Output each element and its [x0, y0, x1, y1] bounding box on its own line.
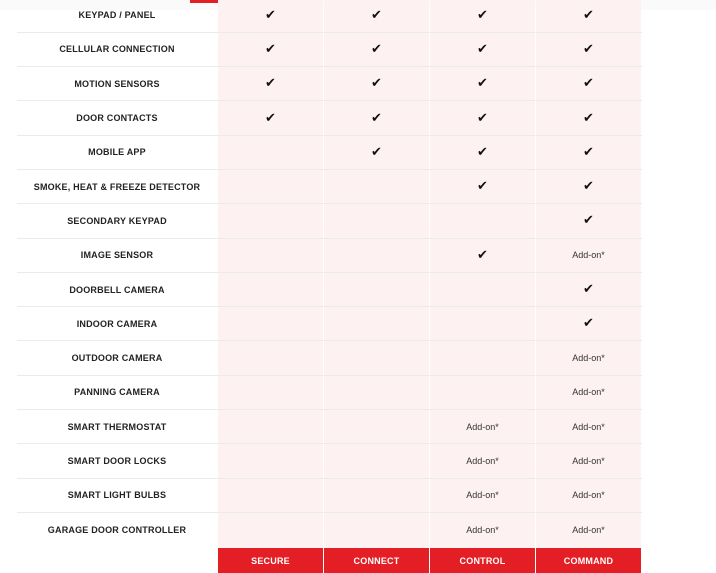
feature-label: SMART LIGHT BULBS — [67, 490, 167, 501]
checkmark-icon: ✔ — [583, 316, 594, 332]
plan-cell-control — [430, 273, 535, 306]
plan-cell-control — [430, 479, 535, 512]
checkmark-icon: ✔ — [583, 213, 594, 229]
table-row — [17, 170, 642, 204]
table-row — [17, 444, 642, 478]
feature-label: INDOOR CAMERA — [76, 318, 158, 329]
checkmark-icon: ✔ — [265, 110, 276, 126]
plan-cell-command — [536, 273, 641, 306]
table-row — [17, 513, 642, 547]
addon-label: Add-on* — [466, 490, 499, 501]
table-row — [17, 307, 642, 341]
feature-label: IMAGE SENSOR — [80, 250, 154, 261]
plan-header-command[interactable]: COMMAND — [536, 548, 641, 573]
plan-cell-connect — [324, 410, 429, 443]
plan-cell-secure — [218, 307, 323, 340]
plan-cell-command — [536, 513, 641, 547]
feature-label: DOOR CONTACTS — [76, 113, 158, 124]
addon-label: Add-on* — [572, 421, 605, 432]
checkmark-icon: ✔ — [265, 41, 276, 57]
plan-cell-command — [536, 307, 641, 340]
plan-cell-control — [430, 170, 535, 203]
checkmark-icon: ✔ — [477, 110, 488, 126]
plan-cell-control — [430, 67, 535, 100]
plan-cell-connect — [324, 204, 429, 237]
plan-comparison-table — [17, 0, 642, 573]
plan-cell-command — [536, 342, 641, 375]
checkmark-icon: ✔ — [371, 76, 382, 92]
plan-cell-connect — [324, 101, 429, 134]
plan-cell-secure — [218, 410, 323, 443]
checkmark-icon: ✔ — [371, 110, 382, 126]
plan-cell-control — [430, 513, 535, 547]
plan-cell-secure — [218, 444, 323, 477]
plan-cell-secure — [218, 239, 323, 272]
plan-cell-command — [536, 479, 641, 512]
addon-label: Add-on* — [572, 490, 605, 501]
table-row — [17, 67, 642, 101]
feature-label: SECONDARY KEYPAD — [67, 215, 167, 226]
addon-label: Add-on* — [572, 387, 605, 398]
plan-cell-command — [536, 33, 641, 66]
plan-cell-connect — [324, 273, 429, 306]
plan-cell-control — [430, 204, 535, 237]
plan-cell-control — [430, 444, 535, 477]
checkmark-icon: ✔ — [583, 110, 594, 126]
plan-cell-connect — [324, 33, 429, 66]
checkmark-icon: ✔ — [583, 144, 594, 160]
plan-cell-secure — [218, 0, 323, 32]
plan-cell-secure — [218, 342, 323, 375]
plan-cell-control — [430, 136, 535, 169]
addon-label: Add-on* — [572, 456, 605, 467]
table-row — [17, 204, 642, 238]
table-row — [17, 479, 642, 513]
table-row — [17, 410, 642, 444]
addon-label: Add-on* — [466, 456, 499, 467]
plan-cell-connect — [324, 239, 429, 272]
feature-label: SMART THERMOSTAT — [67, 421, 167, 432]
plan-cell-command — [536, 239, 641, 272]
plan-cell-command — [536, 444, 641, 477]
feature-label: KEYPAD / PANEL — [78, 10, 156, 21]
addon-label: Add-on* — [572, 353, 605, 364]
checkmark-icon: ✔ — [265, 76, 276, 92]
feature-label: OUTDOOR CAMERA — [71, 353, 163, 364]
feature-label: MOTION SENSORS — [74, 78, 160, 89]
plan-cell-control — [430, 239, 535, 272]
table-row — [17, 0, 642, 33]
plan-cell-connect — [324, 170, 429, 203]
checkmark-icon: ✔ — [583, 7, 594, 23]
plan-cell-secure — [218, 101, 323, 134]
plan-cell-connect — [324, 479, 429, 512]
table-row — [17, 136, 642, 170]
table-row — [17, 33, 642, 67]
checkmark-icon: ✔ — [477, 179, 488, 195]
checkmark-icon: ✔ — [583, 282, 594, 298]
plan-cell-control — [430, 307, 535, 340]
feature-label: MOBILE APP — [88, 147, 146, 158]
checkmark-icon: ✔ — [583, 179, 594, 195]
plan-header-control[interactable]: CONTROL — [430, 548, 535, 573]
plan-cell-control — [430, 0, 535, 32]
table-row — [17, 273, 642, 307]
plan-cell-control — [430, 342, 535, 375]
plan-cell-control — [430, 101, 535, 134]
plan-cell-command — [536, 204, 641, 237]
checkmark-icon: ✔ — [477, 7, 488, 23]
checkmark-icon: ✔ — [477, 41, 488, 57]
plan-cell-command — [536, 170, 641, 203]
addon-label: Add-on* — [572, 250, 605, 261]
plan-cell-command — [536, 101, 641, 134]
addon-label: Add-on* — [572, 525, 605, 536]
addon-label: Add-on* — [466, 525, 499, 536]
plan-cell-connect — [324, 513, 429, 547]
plan-header-connect[interactable]: CONNECT — [324, 548, 429, 573]
plan-cell-secure — [218, 273, 323, 306]
plan-cell-control — [430, 376, 535, 409]
feature-label: DOORBELL CAMERA — [69, 284, 165, 295]
plan-cell-command — [536, 136, 641, 169]
plan-cell-connect — [324, 136, 429, 169]
feature-label: SMOKE, HEAT & FREEZE DETECTOR — [33, 181, 201, 192]
plan-cell-secure — [218, 170, 323, 203]
table-row — [17, 101, 642, 135]
checkmark-icon: ✔ — [477, 144, 488, 160]
checkmark-icon: ✔ — [371, 7, 382, 23]
checkmark-icon: ✔ — [583, 41, 594, 57]
checkmark-icon: ✔ — [371, 144, 382, 160]
plan-cell-command — [536, 410, 641, 443]
plan-header-secure[interactable]: SECURE — [218, 548, 323, 573]
plan-cell-connect — [324, 342, 429, 375]
plan-cell-connect — [324, 444, 429, 477]
plan-cell-connect — [324, 67, 429, 100]
feature-label: CELLULAR CONNECTION — [59, 44, 175, 55]
feature-label: SMART DOOR LOCKS — [67, 456, 167, 467]
plan-cell-control — [430, 410, 535, 443]
plan-cell-secure — [218, 33, 323, 66]
table-row — [17, 342, 642, 376]
plan-cell-command — [536, 67, 641, 100]
feature-label: GARAGE DOOR CONTROLLER — [47, 525, 187, 536]
plan-cell-secure — [218, 513, 323, 547]
plan-cell-secure — [218, 67, 323, 100]
plan-cell-secure — [218, 376, 323, 409]
checkmark-icon: ✔ — [265, 7, 276, 23]
plan-cell-control — [430, 33, 535, 66]
plan-cell-command — [536, 0, 641, 32]
plan-cell-secure — [218, 479, 323, 512]
checkmark-icon: ✔ — [583, 76, 594, 92]
checkmark-icon: ✔ — [477, 247, 488, 263]
plan-cell-connect — [324, 307, 429, 340]
plan-cell-connect — [324, 376, 429, 409]
plan-cell-secure — [218, 204, 323, 237]
plan-cell-command — [536, 376, 641, 409]
addon-label: Add-on* — [466, 421, 499, 432]
plan-cell-secure — [218, 136, 323, 169]
plan-cell-connect — [324, 0, 429, 32]
table-row — [17, 239, 642, 273]
table-row — [17, 376, 642, 410]
checkmark-icon: ✔ — [371, 41, 382, 57]
checkmark-icon: ✔ — [477, 76, 488, 92]
feature-label: PANNING CAMERA — [74, 387, 160, 398]
